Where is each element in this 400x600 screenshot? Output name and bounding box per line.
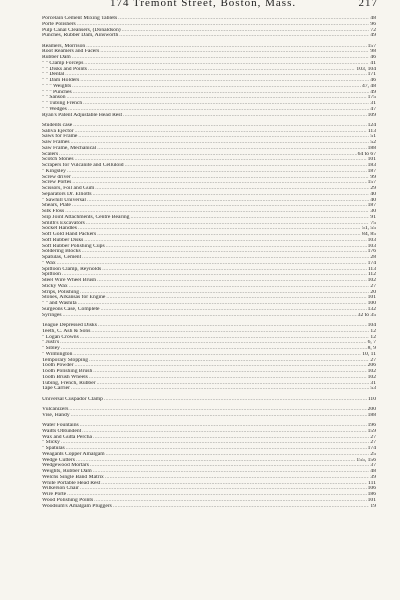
entry-label: Tooth Powder: [42, 363, 74, 369]
entry-label: Saliva Ejector: [42, 128, 74, 134]
index-entry: [42, 413, 376, 419]
index-entry: [42, 386, 376, 392]
dot-leader: [119, 33, 369, 39]
index-entry: [42, 397, 376, 403]
entry-page-number: 110: [367, 396, 376, 402]
entry-page-number: 157: [367, 180, 376, 186]
entry-page-number: 101: [367, 295, 376, 301]
entry-label: " " Dam Holders: [42, 78, 80, 84]
entry-label: White Portable Head Rest: [42, 480, 101, 486]
entry-page-number: 32 to 35: [357, 312, 376, 318]
entry-label: Soft Gold Hand Packers: [42, 232, 97, 238]
entry-label: " Justi's: [42, 340, 60, 346]
entry-label: " Sawhill Universal: [42, 197, 86, 203]
entry-label: Vise, Handy: [42, 412, 70, 418]
entry-page-number: 187: [367, 203, 376, 209]
entry-page-number: 103: [367, 243, 376, 249]
entry-page-number: 188: [367, 145, 376, 151]
entry-page-number: 10, 11: [362, 351, 376, 357]
entry-page-number: 188: [367, 412, 376, 418]
entry-label: " " Sanson: [42, 95, 66, 101]
entry-label: Soldering Blocks: [42, 249, 81, 255]
entry-label: Separators Dr. Elliotts: [42, 191, 92, 197]
entry-label: " Logan Crowns: [42, 334, 79, 340]
entry-page-number: 106: [367, 486, 376, 492]
entry-label: Root Reamers and Facers: [42, 49, 100, 55]
entry-page-number: 102: [367, 369, 376, 375]
entry-page-number: 103, 104: [356, 66, 376, 72]
entry-label: " Sibley: [42, 346, 60, 352]
entry-page-number: 27: [370, 434, 376, 440]
entry-label: Wax and Gutta Percha: [42, 434, 93, 440]
entry-label: Ryan's Patent Adjustable Head Rest: [42, 112, 123, 118]
dot-leader: [104, 397, 367, 403]
entry-label: " " Disks and Points: [42, 66, 87, 72]
entry-page-number: 109: [367, 112, 376, 118]
index-entry: [42, 113, 376, 119]
index-entry: [42, 313, 376, 319]
entry-page-number: 49: [370, 89, 376, 95]
entry-page-number: 64 to 67: [357, 151, 376, 157]
entry-page-number: 6, 7: [367, 340, 376, 346]
entry-page-number: 112: [367, 272, 376, 278]
index-group: [42, 16, 376, 39]
entry-page-number: 103: [367, 237, 376, 243]
running-head-title: 174 Tremont Street, Boston, Mass.: [110, 0, 297, 9]
entry-page-number: 183: [367, 163, 376, 169]
entry-label: Waitts Obtundent: [42, 428, 82, 434]
entry-label: Woodsum's Amalgam Pluggers: [42, 503, 112, 509]
entry-label: Soft Rubber Disks: [42, 237, 84, 243]
index-group: [42, 323, 376, 392]
entry-label: Slip Joint Attachments, Centre Bearing: [42, 214, 130, 220]
entry-label: " " Dental: [42, 72, 65, 78]
index-group: [42, 423, 376, 509]
entry-page-number: 186: [367, 492, 376, 498]
entry-label: Screw driver: [42, 174, 71, 180]
entry-page-number: 75: [370, 220, 376, 226]
entry-label: Surgeons Case, Complete: [42, 306, 100, 312]
entry-label: Temporary Stopping: [42, 357, 89, 363]
entry-label: Universal Cuspador Clamp: [42, 396, 103, 402]
entry-label: Porte Polishers: [42, 21, 76, 27]
entry-label: Scissors, Foil and Gum: [42, 186, 95, 192]
entry-label: Porcelain Cement Mixing Tablets: [42, 16, 118, 21]
entry-page-number: 206: [367, 363, 376, 369]
entry-page-number: 39: [370, 474, 376, 480]
entry-page-number: 49: [370, 33, 376, 39]
entry-page-number: 101: [367, 497, 376, 503]
entry-label: Wood Polishing Points: [42, 497, 94, 503]
entry-label: Welchs Single Band Matrix: [42, 474, 104, 480]
entry-label: " " Clamp Forceps: [42, 60, 84, 66]
entry-label: Scotch Stones: [42, 157, 74, 163]
entry-page-number: 40: [370, 197, 376, 203]
entry-page-number: 84, 85: [362, 232, 376, 238]
entry-page-number: 31: [370, 101, 376, 107]
entry-label: Shears, Plate: [42, 203, 71, 209]
entry-page-number: 174: [367, 260, 376, 266]
entry-page-number: 111: [368, 480, 376, 486]
entry-page-number: 113: [367, 266, 376, 272]
dot-leader: [71, 413, 367, 419]
entry-page-number: 12: [370, 328, 376, 334]
entry-label: Teeth, C. Ash & Sons: [42, 328, 91, 334]
entry-label: Students case: [42, 122, 73, 128]
entry-page-number: 132: [367, 306, 376, 312]
entry-page-number: 155, 156: [356, 457, 376, 463]
entry-label: Screw Portes: [42, 180, 72, 186]
entry-label: Sticky Wax: [42, 283, 68, 289]
entry-label: " Wilmington: [42, 351, 73, 357]
entry-label: Syringes: [42, 312, 62, 318]
page-number: 217: [358, 0, 378, 9]
entry-page-number: 47: [370, 106, 376, 112]
entry-label: " Spatulas: [42, 446, 65, 452]
entry-page-number: 200: [367, 406, 376, 412]
entry-page-number: 48: [370, 469, 376, 475]
entry-label: Weights, Rubber Dam: [42, 469, 92, 475]
entry-page-number: 157: [367, 43, 376, 49]
entry-label: Pulp Canal Cleansers, (Donaldson): [42, 27, 121, 33]
entry-label: Water Fountains: [42, 423, 79, 429]
entry-page-number: 72: [370, 27, 376, 33]
entry-page-number: 52: [370, 140, 376, 146]
entry-page-number: 171: [367, 72, 376, 78]
entry-label: Vulcanizers: [42, 406, 69, 412]
entry-label: Rubber Dam: [42, 55, 71, 61]
entry-label: Smith's Excavators: [42, 220, 85, 226]
entry-page-number: 99: [370, 174, 376, 180]
entry-page-number: 159: [367, 428, 376, 434]
entry-page-number: 51, 55: [362, 226, 376, 232]
entry-label: Silk Floss: [42, 209, 65, 215]
entry-label: Saw Frame, Mechanical: [42, 145, 97, 151]
entry-label: " " Tubing French: [42, 101, 83, 107]
entry-label: Tooth Brush Wheels: [42, 374, 88, 380]
entry-page-number: 196: [367, 423, 376, 429]
entry-page-number: 46: [370, 55, 376, 61]
entry-label: Wedgewood Mortars: [42, 463, 89, 469]
entry-label: Soft Rubber Polishing Cups: [42, 243, 105, 249]
entry-page-number: 27: [370, 440, 376, 446]
entry-page-number: 124: [367, 122, 376, 128]
entry-page-number: 100: [367, 301, 376, 307]
entry-label: Steel Wire Wheel Brush: [42, 278, 97, 284]
entry-page-number: 176: [367, 249, 376, 255]
entry-page-number: 41: [370, 60, 376, 66]
entry-page-number: 31: [370, 380, 376, 386]
entry-label: Wilkerson Chair: [42, 486, 79, 492]
index-group: [42, 44, 376, 119]
entry-label: " Sticky: [42, 440, 60, 446]
entry-page-number: 19: [370, 503, 376, 509]
entry-label: " " " Weights: [42, 83, 72, 89]
entry-label: Saw Frames: [42, 140, 70, 146]
entry-label: Socket Handles: [42, 226, 77, 232]
entry-label: Tape Carrier: [42, 386, 71, 392]
entry-label: Weagants Copper Amalgam: [42, 451, 105, 457]
entry-label: Wedge Cutters: [42, 457, 75, 463]
entry-page-number: 29: [370, 186, 376, 192]
entry-label: Scalers: [42, 151, 59, 157]
index-entry: [42, 504, 376, 510]
entry-page-number: 51: [370, 134, 376, 140]
index-group: [42, 123, 376, 319]
index-entry: [42, 33, 376, 39]
entry-page-number: 102: [367, 278, 376, 284]
entry-page-number: 175: [367, 95, 376, 101]
entry-page-number: 91: [370, 214, 376, 220]
entry-label: Teague Depressed Disks: [42, 323, 97, 329]
entry-page-number: 104: [367, 323, 376, 329]
entry-label: Saws for Frame: [42, 134, 78, 140]
entry-page-number: 37: [370, 463, 376, 469]
dot-leader: [71, 386, 369, 392]
dot-leader: [63, 313, 357, 319]
entry-page-number: 101: [367, 157, 376, 163]
entry-label: " " Wedges: [42, 106, 67, 112]
entry-label: Wire Porte: [42, 492, 67, 498]
entry-page-number: 8, 9: [367, 346, 376, 352]
entry-page-number: 46: [370, 78, 376, 84]
entry-label: " " " Punches: [42, 89, 72, 95]
entry-label: Scrapers for Vulcanite and Celluloid: [42, 163, 124, 169]
entry-page-number: 47, 48: [362, 83, 376, 89]
entry-page-number: 28: [370, 255, 376, 261]
entry-label: Stones, Arkansas for Engine: [42, 295, 106, 301]
entry-page-number: 113: [367, 128, 376, 134]
entry-page-number: 98: [370, 49, 376, 55]
entry-page-number: 27: [370, 283, 376, 289]
entry-label: Spittoon: [42, 272, 61, 278]
entry-label: Spittoon Clamp, Reynolds: [42, 266, 102, 272]
entry-label: Tooth Polishing Brush: [42, 369, 93, 375]
page-header: [0, 0, 400, 9]
entry-page-number: 102: [367, 374, 376, 380]
entry-label: " " and Washita: [42, 301, 77, 307]
dot-leader: [113, 504, 370, 510]
entry-page-number: 27: [370, 357, 376, 363]
entry-page-number: 174: [367, 446, 376, 452]
dot-leader: [123, 113, 367, 119]
entry-page-number: 96: [370, 21, 376, 27]
entry-label: Tubing, French, Rubber: [42, 380, 96, 386]
entry-label: Punches, Rubber Dam, Ainsworth: [42, 33, 119, 39]
entry-page-number: 187: [367, 168, 376, 174]
entry-page-number: 53: [370, 386, 376, 392]
index-group: [42, 397, 376, 403]
entry-label: " Kingsley: [42, 168, 66, 174]
entry-label: Spatulas, Cement: [42, 255, 82, 261]
index-group: [42, 407, 376, 419]
entry-page-number: 30: [370, 209, 376, 215]
entry-page-number: 12: [370, 334, 376, 340]
entry-label: " Wax: [42, 260, 56, 266]
entry-label: Reamers, Morrison: [42, 43, 86, 49]
catalog-index: [42, 16, 376, 514]
entry-page-number: 25: [370, 451, 376, 457]
entry-label: Strips, Polishing: [42, 289, 79, 295]
entry-page-number: 40: [370, 191, 376, 197]
entry-page-number: 48: [370, 16, 376, 21]
entry-page-number: 20: [370, 289, 376, 295]
